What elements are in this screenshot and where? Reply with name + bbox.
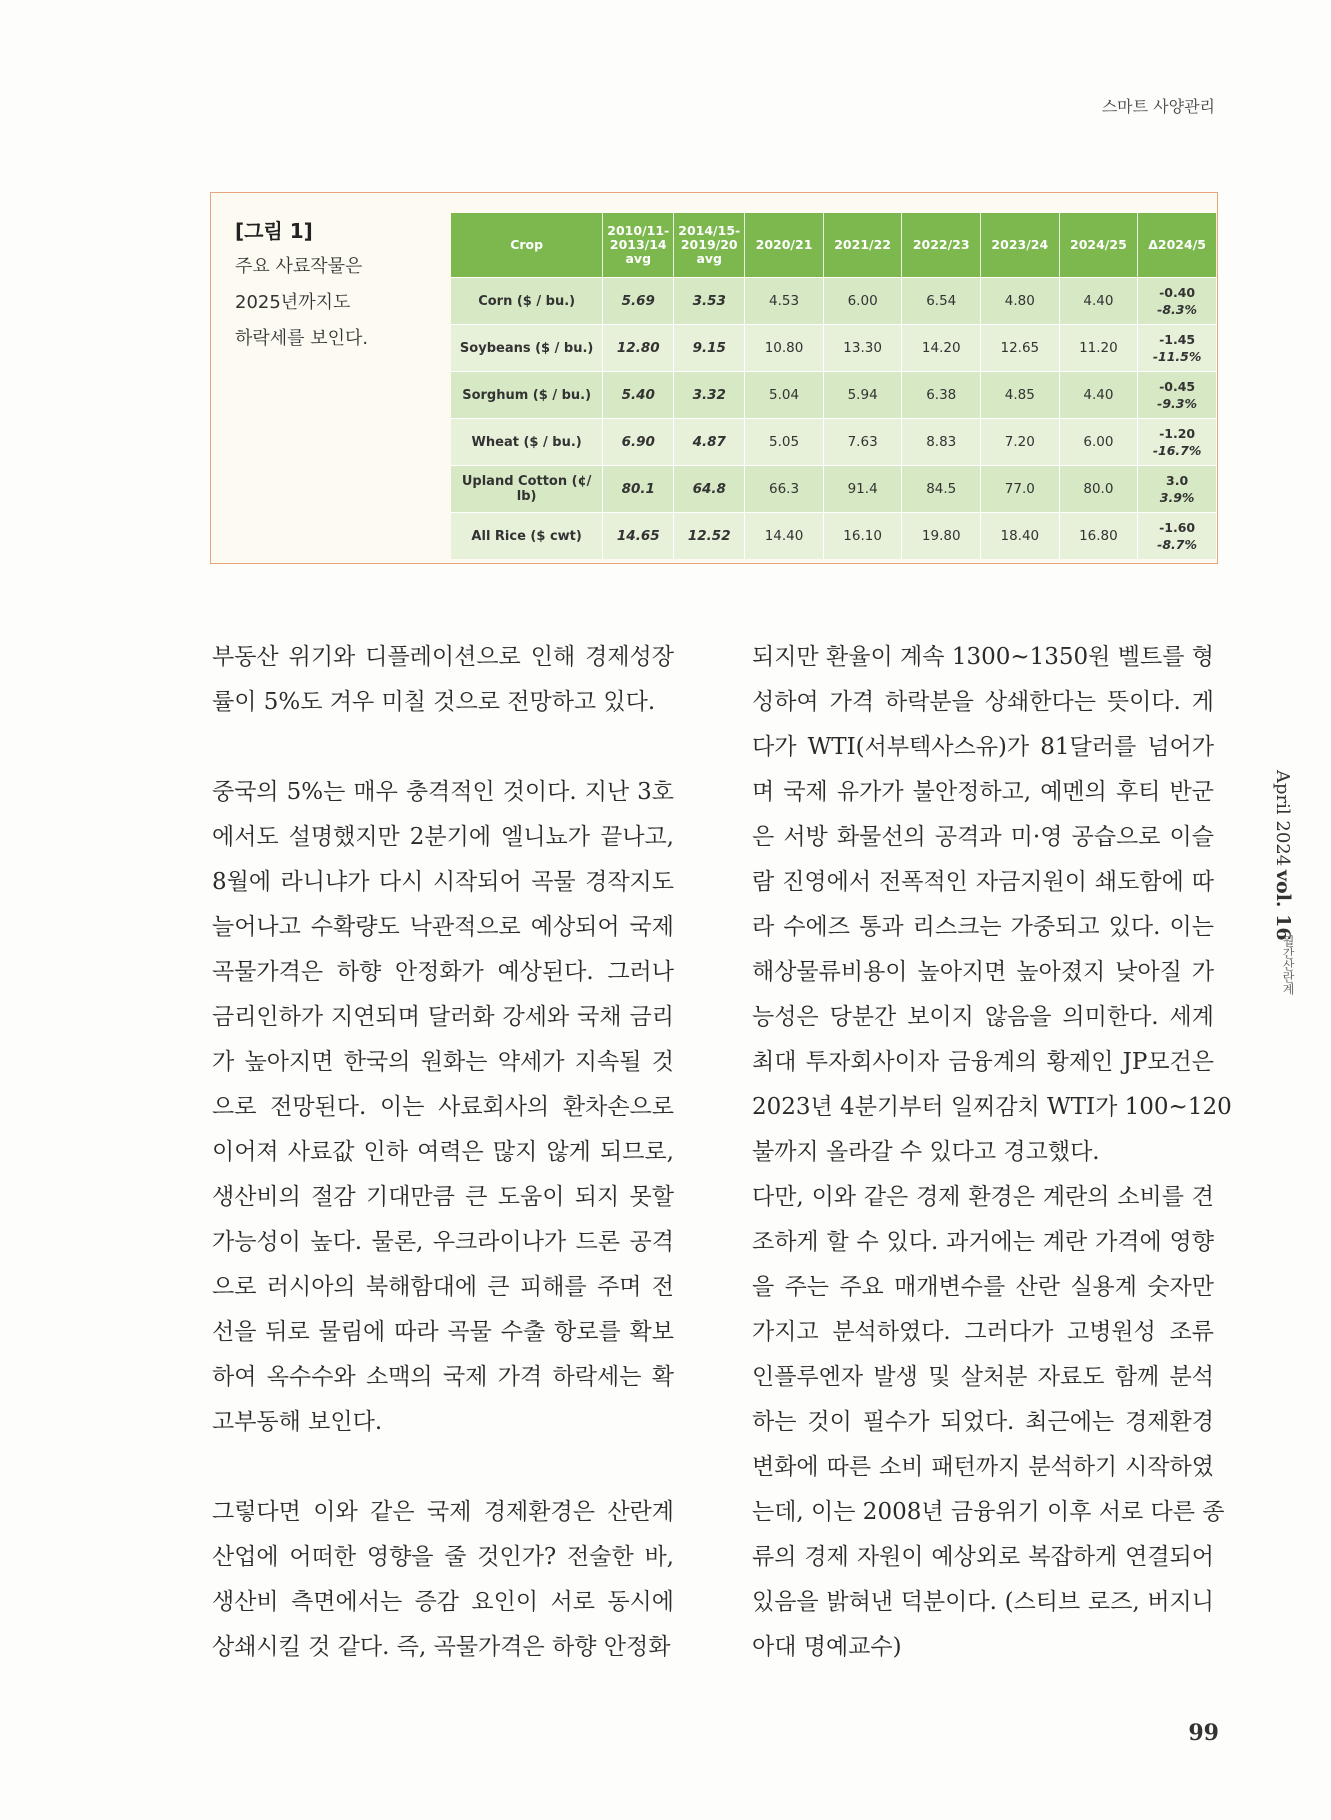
- text-line: 8월에 라니냐가 다시 시작되어 곡물 경작지도: [212, 869, 674, 895]
- text-line: 하는 것이 필수가 되었다. 최근에는 경제환경: [752, 1409, 1214, 1435]
- section-title: 스마트 사양관리: [1101, 97, 1215, 116]
- avg-2014-cell: 3.53: [674, 278, 745, 325]
- avg-2010-cell: 12.80: [603, 325, 674, 372]
- value-2021-cell: 91.4: [823, 466, 902, 513]
- table-row: [451, 513, 1217, 560]
- value-2020-cell: 66.3: [745, 466, 824, 513]
- text-line: 으로 러시아의 북해함대에 큰 피해를 주며 전: [212, 1274, 674, 1300]
- value-2020-cell: 10.80: [745, 325, 824, 372]
- change-absolute: -1.60: [1159, 520, 1196, 535]
- change-percent: -11.5%: [1152, 349, 1202, 364]
- figure-caption-line: 주요 사료작물은: [235, 256, 363, 277]
- text-line: 되지만 환율이 계속 1300~1350원 벨트를 형: [752, 644, 1214, 670]
- crop-name-cell: All Rice ($ cwt): [451, 513, 603, 560]
- text-line: 해상물류비용이 높아지면 높아졌지 낮아질 가: [752, 959, 1214, 985]
- table-row: [451, 466, 1217, 513]
- change-absolute: -1.45: [1159, 332, 1196, 347]
- value-2023-cell: 12.65: [981, 325, 1060, 372]
- text-line: 최대 투자회사이자 금융계의 황제인 JP모건은: [752, 1049, 1214, 1075]
- text-line: 2023년 4분기부터 일찌감치 WTI가 100~120: [752, 1094, 1232, 1120]
- crop-name-cell: Wheat ($ / bu.): [451, 419, 603, 466]
- text-line: 다만, 이와 같은 경제 환경은 계란의 소비를 견: [752, 1184, 1214, 1210]
- text-line: 상쇄시킬 것 같다. 즉, 곡물가격은 하향 안정화: [212, 1634, 671, 1660]
- value-2023-cell: 18.40: [981, 513, 1060, 560]
- change-cell: [1138, 325, 1217, 372]
- crop-name-cell: Soybeans ($ / bu.): [451, 325, 603, 372]
- left-text-column: [212, 635, 674, 1670]
- text-line: 조하게 할 수 있다. 과거에는 계란 가격에 영향: [752, 1229, 1214, 1255]
- value-2022-cell: 14.20: [902, 325, 981, 372]
- value-2023-cell: 4.80: [981, 278, 1060, 325]
- header-2023: 2023/24: [981, 213, 1060, 278]
- change-absolute: -0.45: [1159, 379, 1196, 394]
- value-2020-cell: 5.05: [745, 419, 824, 466]
- value-2020-cell: 4.53: [745, 278, 824, 325]
- change-cell: [1138, 278, 1217, 325]
- value-2024-cell: 6.00: [1059, 419, 1138, 466]
- value-2024-cell: 4.40: [1059, 278, 1138, 325]
- value-2021-cell: 16.10: [823, 513, 902, 560]
- change-cell: [1138, 513, 1217, 560]
- change-percent: -9.3%: [1157, 396, 1198, 411]
- value-2020-cell: 5.04: [745, 372, 824, 419]
- value-2022-cell: 19.80: [902, 513, 981, 560]
- value-2024-cell: 11.20: [1059, 325, 1138, 372]
- text-line: 고부동해 보인다.: [212, 1409, 383, 1435]
- table-row: [451, 278, 1217, 325]
- text-line: 률이 5%도 겨우 미칠 것으로 전망하고 있다.: [212, 689, 656, 715]
- text-line: 불까지 올라갈 수 있다고 경고했다.: [752, 1139, 1100, 1165]
- table-row: [451, 372, 1217, 419]
- header-2020: 2020/21: [745, 213, 824, 278]
- text-line: 라 수에즈 통과 리스크는 가중되고 있다. 이는: [752, 914, 1214, 940]
- text-line: 며 국제 유가가 불안정하고, 예멘의 후티 반군: [752, 779, 1214, 805]
- header-2021: 2021/22: [823, 213, 902, 278]
- crop-name-cell: Upland Cotton (¢/ lb): [451, 466, 603, 513]
- text-line: 늘어나고 수확량도 낙관적으로 예상되어 국제: [212, 914, 674, 940]
- table-header-row: [451, 213, 1217, 278]
- text-line: 은 서방 화물선의 공격과 미·영 공습으로 이슬: [752, 824, 1214, 850]
- table-row: [451, 419, 1217, 466]
- value-2021-cell: 6.00: [823, 278, 902, 325]
- avg-2010-cell: 14.65: [603, 513, 674, 560]
- change-absolute: -0.40: [1159, 285, 1196, 300]
- change-absolute: -1.20: [1159, 426, 1196, 441]
- text-line: 능성은 당분간 보이지 않음을 의미한다. 세계: [752, 1004, 1214, 1030]
- avg-2010-cell: 5.69: [603, 278, 674, 325]
- value-2024-cell: 16.80: [1059, 513, 1138, 560]
- text-line: 중국의 5%는 매우 충격적인 것이다. 지난 3호: [212, 779, 674, 805]
- issue-date: April 2024: [1272, 770, 1293, 867]
- avg-2014-cell: 12.52: [674, 513, 745, 560]
- text-line: 그렇다면 이와 같은 국제 경제환경은 산란계: [212, 1499, 674, 1525]
- value-2022-cell: 8.83: [902, 419, 981, 466]
- avg-2014-cell: 4.87: [674, 419, 745, 466]
- text-line: 이어져 사료값 인하 여력은 많지 않게 되므로,: [212, 1139, 674, 1165]
- header-avg-2014: 2014/15- 2019/20 avg: [674, 213, 745, 278]
- change-absolute: 3.0: [1166, 473, 1189, 488]
- text-line: 아대 명예교수): [752, 1634, 902, 1660]
- value-2021-cell: 13.30: [823, 325, 902, 372]
- text-line: 가능성이 높다. 물론, 우크라이나가 드론 공격: [212, 1229, 674, 1255]
- paragraph: [212, 770, 674, 1445]
- avg-2014-cell: 64.8: [674, 466, 745, 513]
- value-2024-cell: 4.40: [1059, 372, 1138, 419]
- text-line: 생산비의 절감 기대만큼 큰 도움이 되지 못할: [212, 1184, 674, 1210]
- header-2024: 2024/25: [1059, 213, 1138, 278]
- text-line: 변화에 따른 소비 패턴까지 분석하기 시작하였: [752, 1454, 1214, 1480]
- text-line: 으로 전망된다. 이는 사료회사의 환차손으로: [212, 1094, 674, 1120]
- change-cell: [1138, 419, 1217, 466]
- avg-2014-cell: 3.32: [674, 372, 745, 419]
- value-2023-cell: 7.20: [981, 419, 1060, 466]
- crop-price-table: [451, 213, 1217, 559]
- text-line: 는데, 이는 2008년 금융위기 이후 서로 다른 종: [752, 1499, 1225, 1525]
- text-line: 을 주는 주요 매개변수를 산란 실용계 숫자만: [752, 1274, 1214, 1300]
- issue-volume: vol. 16: [1272, 870, 1294, 941]
- figure-caption-line: 하락세를 보인다.: [235, 328, 369, 349]
- change-percent: -16.7%: [1152, 443, 1202, 458]
- text-line: 람 진영에서 전폭적인 자금지원이 쇄도함에 따: [752, 869, 1214, 895]
- value-2023-cell: 77.0: [981, 466, 1060, 513]
- change-percent: -8.3%: [1157, 302, 1198, 317]
- text-line: 에서도 설명했지만 2분기에 엘니뇨가 끝나고,: [212, 824, 674, 850]
- value-2022-cell: 6.54: [902, 278, 981, 325]
- paragraph-gap: [212, 1445, 674, 1490]
- text-line: 금리인하가 지연되며 달러화 강세와 국채 금리: [212, 1004, 674, 1030]
- value-2020-cell: 14.40: [745, 513, 824, 560]
- value-2022-cell: 6.38: [902, 372, 981, 419]
- header-change: Δ2024/5: [1138, 213, 1217, 278]
- text-line: 하여 옥수수와 소맥의 국제 가격 하락세는 확: [212, 1364, 674, 1390]
- header-2022: 2022/23: [902, 213, 981, 278]
- text-line: 곡물가격은 하향 안정화가 예상된다. 그러나: [212, 959, 674, 985]
- paragraph: [752, 1175, 1225, 1670]
- value-2021-cell: 7.63: [823, 419, 902, 466]
- value-2021-cell: 5.94: [823, 372, 902, 419]
- paragraph: [752, 635, 1232, 1175]
- paragraph-gap: [212, 725, 674, 770]
- text-line: 가지고 분석하였다. 그러다가 고병원성 조류: [752, 1319, 1214, 1345]
- right-text-column: [752, 635, 1232, 1670]
- text-line: 가 높아지면 한국의 원화는 약세가 지속될 것: [212, 1049, 674, 1075]
- figure-caption: [235, 213, 425, 357]
- text-line: 있음을 밝혀낸 덕분이다. (스티브 로즈, 버지니: [752, 1589, 1214, 1615]
- header-crop: Crop: [451, 213, 603, 278]
- text-line: 성하여 가격 하락분을 상쇄한다는 뜻이다. 게: [752, 689, 1214, 715]
- text-line: 부동산 위기와 디플레이션으로 인해 경제성장: [212, 644, 674, 670]
- change-cell: [1138, 466, 1217, 513]
- magazine-name: 월간산란계: [1281, 935, 1295, 995]
- paragraph: [212, 1490, 674, 1670]
- value-2022-cell: 84.5: [902, 466, 981, 513]
- avg-2010-cell: 5.40: [603, 372, 674, 419]
- page-number: 99: [1188, 1720, 1219, 1746]
- avg-2010-cell: 80.1: [603, 466, 674, 513]
- figure-caption-line: 2025년까지도: [235, 292, 351, 313]
- change-percent: -8.7%: [1157, 537, 1198, 552]
- figure-label: [그림 1]: [235, 219, 313, 243]
- avg-2014-cell: 9.15: [674, 325, 745, 372]
- table-row: [451, 325, 1217, 372]
- crop-name-cell: Corn ($ / bu.): [451, 278, 603, 325]
- text-line: 생산비 측면에서는 증감 요인이 서로 동시에: [212, 1589, 674, 1615]
- value-2023-cell: 4.85: [981, 372, 1060, 419]
- change-percent: 3.9%: [1159, 490, 1195, 505]
- text-line: 류의 경제 자원이 예상외로 복잡하게 연결되어: [752, 1544, 1214, 1570]
- header-avg-2010: 2010/11- 2013/14 avg: [603, 213, 674, 278]
- change-cell: [1138, 372, 1217, 419]
- avg-2010-cell: 6.90: [603, 419, 674, 466]
- value-2024-cell: 80.0: [1059, 466, 1138, 513]
- paragraph: [212, 635, 674, 725]
- figure-box: [210, 192, 1218, 564]
- text-line: 인플루엔자 발생 및 살처분 자료도 함께 분석: [752, 1364, 1214, 1390]
- crop-name-cell: Sorghum ($ / bu.): [451, 372, 603, 419]
- text-line: 다가 WTI(서부텍사스유)가 81달러를 넘어가: [752, 734, 1214, 760]
- text-line: 산업에 어떠한 영향을 줄 것인가? 전술한 바,: [212, 1544, 674, 1570]
- text-line: 선을 뒤로 물림에 따라 곡물 수출 항로를 확보: [212, 1319, 674, 1345]
